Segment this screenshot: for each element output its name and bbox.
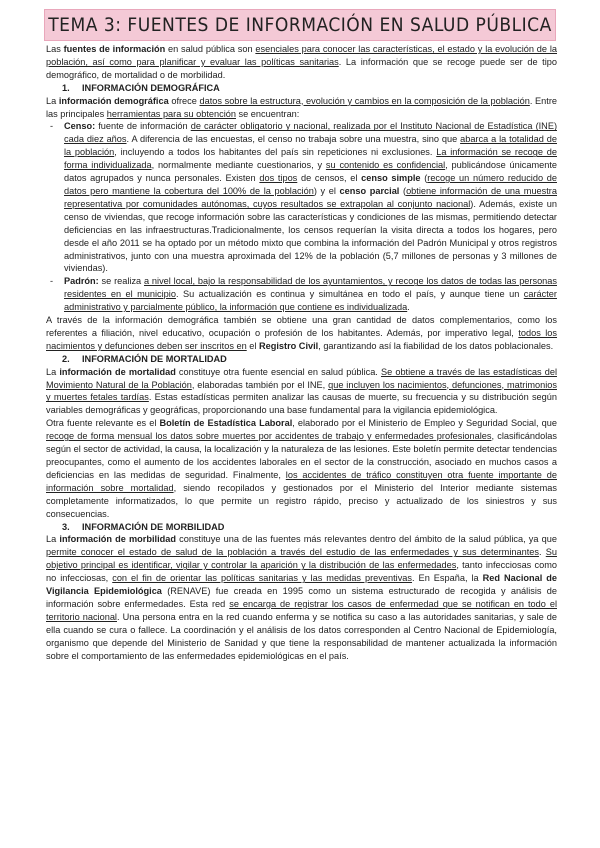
- text-run: A través de la información demográfica también se obtiene una gran cantidad de datos complementarios, como los referentes a filiación, nivel educativo, ocupación o profesión de los habitantes. Además, por imperativo legal,: [46, 315, 557, 338]
- underlined-text: todos los nacimientos y defunciones deben ser inscritos en: [46, 327, 558, 351]
- bold-term: Red Nacional de Vigilancia Epidemiológica: [46, 573, 558, 597]
- text-run: , elaboradas también por el INE,: [191, 379, 329, 390]
- text-run: en salud pública son: [165, 44, 256, 54]
- underlined-text: esenciales para conocer las características, el estado y la evolución de la población, así como para planificar y evaluar las políticas sanitarias: [46, 44, 557, 67]
- text-run: . La información que se recoge puede ser de tipo demográfico, de mortalidad o de morbilidad.: [46, 56, 557, 80]
- bold-term: información de morbilidad: [59, 534, 176, 545]
- text-run: ) y el: [313, 185, 340, 196]
- intro-paragraph: [46, 43, 557, 82]
- underlined-text: carácter administrativo y parcialmente público, la información que contiene es individualizada: [64, 289, 557, 313]
- underlined-text: los accidentes de tráfico constituyen otra fuente importante de información sobre mortalidad: [46, 469, 557, 493]
- text-run: , elaborado por el Ministerio de Empleo y Seguridad Social, que: [292, 418, 557, 429]
- mortalidad-paragraph: [46, 366, 557, 418]
- bold-term: censo parcial: [339, 185, 400, 196]
- document-body: [46, 43, 557, 663]
- bold-term: información demográfica: [58, 95, 169, 106]
- bold-term: Registro Civil: [258, 340, 319, 351]
- underlined-text: abarca a la totalidad de la población: [64, 134, 557, 158]
- text-run: . Estas estadísticas permiten analizar las causas de muerte, su frecuencia y su distribución según variables demográficas y geográficas, proporcionando una base fundamental para la vigilancia epidemiológica.: [46, 392, 557, 416]
- boletin-paragraph: [46, 417, 557, 520]
- text-run: Las: [46, 44, 64, 54]
- underlined-text: Se obtiene a través de las estadísticas del Movimiento Natural de la Población: [46, 366, 557, 390]
- text-run: ). Además, existe un censo de viviendas, que recoge información sobre las características y condiciones de las mismas, permitiendo detectar deficiencias en las infraestructuras.Tradicionalmente, los censos requerían la visita directa a todos los hogares, pero desde el año 2011 se ha optado por un método mixto que combina la información del Padrón Municipal y otros registros administrativos, junto con una muestra aproximada del 12% de la población (5,7 millones de personas y 3 millones de viviendas).: [64, 198, 557, 274]
- section-heading-mortalidad: 2. INFORMACIÓN DE MORTALIDAD: [62, 353, 227, 364]
- text-run: . Una persona entra en la red cuando enferma y se notifica su caso a las autoridades sanitarias, y sale de ella cuando se cura o fallece. La coordinación y el análisis de los datos corresponden al Centro Nacional de Epidemiología, organismo que depende del Ministerio de Sanidad y que tiene la responsabilidad de mantener actualizada la información sobre el comportamiento de las enfermedades epidemiológicas en el país.: [46, 611, 557, 661]
- text-run: . A diferencia de las encuestas, el censo no trabaja sobre una muestra, sino que: [126, 134, 461, 145]
- text-run: .: [407, 302, 410, 313]
- underlined-text: que incluyen los nacimientos, defunciones, matrimonios y muertes fetales tardías: [46, 379, 557, 403]
- text-run: La: [46, 95, 59, 106]
- bold-term: Padrón:: [64, 276, 99, 287]
- text-run: La: [46, 534, 60, 545]
- underlined-text: recoge de forma mensual los datos sobre muertes por accidentes de trabajo y enfermedades profesionales: [46, 431, 492, 442]
- text-run: , clasificándolas según el sector de actividad, la causa, la localización y la naturaleza de las lesiones. Este boletín permite detectar tendencias preocupantes, como el aumento de los accidentes laborales en el sector de la construcción, asociado en muchos casos a deficiencias en las medidas de seguridad. Finalmente,: [46, 431, 557, 480]
- morbilidad-paragraph: [46, 533, 557, 662]
- text-run: de censos, el: [297, 173, 362, 184]
- text-run: fuente de información: [95, 121, 191, 132]
- section-heading-morbilidad: 3. INFORMACIÓN DE MORBILIDAD: [62, 521, 225, 532]
- underlined-text: recoge un número reducido de datos pero mantiene la cobertura del 100% de la población: [64, 173, 557, 196]
- list-item-padron: [64, 275, 557, 314]
- underlined-text: permite conocer el estado de salud de la población a través del estudio de las enfermedades y sus determinantes: [46, 547, 539, 558]
- text-run: constituye una de las fuentes más relevantes dentro del ámbito de la salud pública, ya que: [175, 534, 557, 545]
- bold-term: Boletín de Estadística Laboral: [159, 418, 293, 429]
- text-run: Otra fuente relevante es el: [46, 418, 160, 429]
- underlined-text: herramientas para su obtención: [106, 108, 236, 119]
- underlined-text: su contenido es confidencial: [325, 160, 446, 171]
- text-run: se encuentran:: [236, 108, 300, 119]
- underlined-text: Su objetivo principal es identificar, vigilar y controlar la aparición y la distribución de las enfermedades: [46, 547, 558, 571]
- text-run: . Entre las principales: [46, 95, 557, 119]
- underlined-text: a nivel local, bajo la responsabilidad de los ayuntamientos, y recoge los datos de todas las personas residentes en el municipio: [64, 276, 557, 300]
- text-run: , garantizando así la fiabilidad de los datos poblacionales.: [318, 340, 554, 351]
- demografica-paragraph: [46, 95, 557, 121]
- text-run: . Su actualización es continua y simultánea en todo el país, y aunque tiene un: [175, 289, 524, 300]
- text-run: (RENAVE) fue creada en 1995 como un sistema estructurado de recogida y análisis de información sobre enfermedades. Esta red: [46, 586, 557, 609]
- underlined-text: con el fin de orientar las políticas sanitarias y las medidas preventivas: [112, 573, 413, 584]
- text-run: . En España, la: [412, 573, 483, 584]
- text-run: constituye otra fuente esencial en salud pública.: [175, 366, 381, 377]
- text-run: (: [399, 185, 407, 196]
- source-list: [46, 120, 557, 314]
- section-heading-demografica: 1. INFORMACIÓN DEMOGRÁFICA: [62, 82, 220, 93]
- underlined-text: obtiene información de una muestra representativa por comunidades autónomas, cuyos resultados se extrapolan al conjunto nacional: [64, 185, 557, 209]
- bold-term: Censo:: [64, 121, 96, 132]
- underlined-text: datos sobre la estructura, evolución y cambios en la composición de la población: [199, 95, 530, 106]
- text-run: , incluyendo a todos los habitantes del país sin repeticiones ni exclusiones.: [114, 147, 437, 158]
- text-run: , normalmente mediante cuestionarios, y: [151, 160, 326, 171]
- page-title: TEMA 3: FUENTES DE INFORMACIÓN EN SALUD PÚBLICA: [48, 14, 552, 36]
- text-run: ofrece: [168, 95, 200, 106]
- text-run: (: [420, 173, 428, 184]
- underlined-text: La información se recoge de forma individualizada: [64, 147, 557, 171]
- list-item-censo: [64, 120, 557, 275]
- underlined-text: de carácter obligatorio y nacional, realizada por el Instituto Nacional de Estadística (INE) cada diez años: [64, 121, 558, 145]
- text-run: La: [46, 366, 60, 377]
- text-run: el: [246, 340, 259, 351]
- underlined-text: se encarga de registrar los casos de enfermedad que se notifican en todo el territorio nacional: [46, 598, 557, 622]
- bold-term: información de mortalidad: [59, 366, 176, 377]
- bold-term: fuentes de información: [63, 44, 166, 54]
- bold-term: censo simple: [361, 173, 421, 184]
- text-run: , publicándose únicamente datos agrupados y nunca personales. Existen: [64, 160, 557, 184]
- demografica-complement-paragraph: [46, 314, 557, 353]
- text-run: , siendo recopilados y gestionados por el Ministerio del Interior mediante sistemas completamente informatizados, lo que permite un registro rápido, preciso y actualizado de los siniestros y sus consecuencias.: [46, 482, 557, 519]
- title-banner: [44, 9, 556, 41]
- text-run: se realiza: [98, 276, 144, 287]
- underlined-text: dos tipos: [259, 173, 298, 184]
- text-run: , tanto infecciosas como no infecciosas,: [46, 560, 558, 584]
- text-run: .: [538, 547, 546, 558]
